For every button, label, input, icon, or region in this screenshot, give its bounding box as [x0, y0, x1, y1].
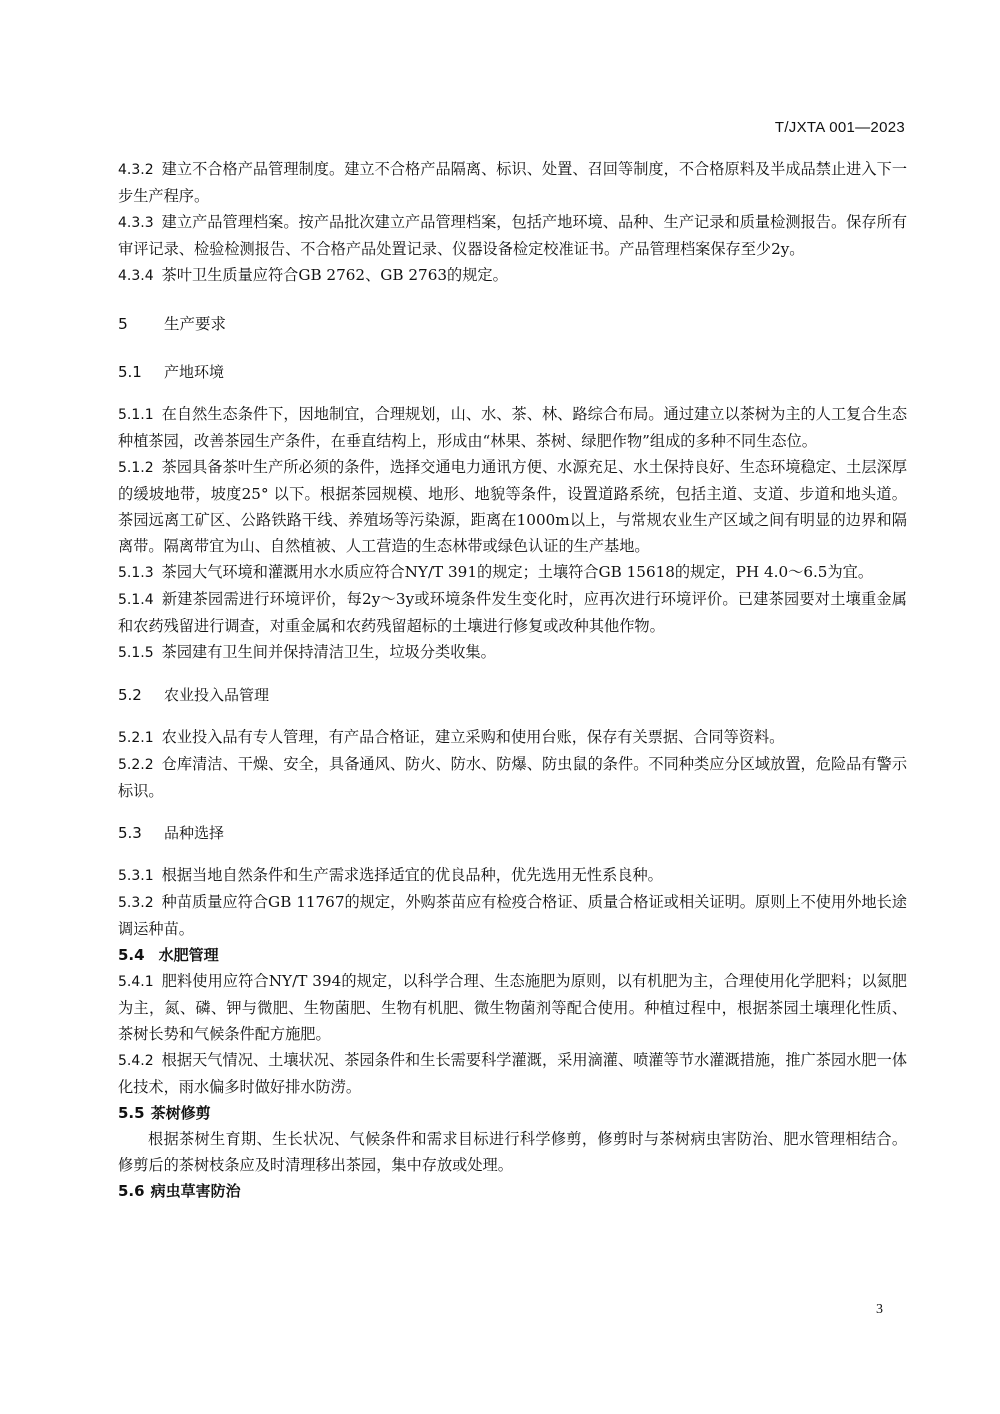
section-title: 产地环境 [164, 363, 225, 381]
clause-5-1-2 [118, 454, 907, 559]
clause-number: 5.1.5 [118, 645, 154, 661]
clause-5-1-5 [118, 639, 907, 666]
clause-4-3-3 [118, 209, 907, 262]
clause-text: 仓库清洁、干燥、安全，具备通风、防火、防水、防爆、防虫鼠的条件。不同种类应分区域放置，危险品有警示标识。 [118, 755, 907, 800]
clause-text: 根据天气情况、土壤状况、茶园条件和生长需要科学灌溉，采用滴灌、喷灌等节水灌溉措施，推广茶园水肥一体化技术，雨水偏多时做好排水防涝。 [118, 1051, 907, 1096]
clause-5-4-1 [118, 968, 907, 1047]
section-number: 5.3 [118, 824, 142, 842]
clause-5-3-2 [118, 889, 907, 942]
section-heading-5-2 [118, 682, 907, 708]
clause-text: 建立不合格产品管理制度。建立不合格产品隔离、标识、处置、召回等制度，不合格原料及半成品禁止进入下一步生产程序。 [118, 160, 907, 205]
clause-text: 建立产品管理档案。按产品批次建立产品管理档案，包括产地环境、品种、生产记录和质量检测报告。保存所有审评记录、检验检测报告、不合格产品处置记录、仪器设备检定校准证书。产品管理档案保存至少2y。 [118, 213, 907, 258]
clause-text: 种苗质量应符合GB 11767的规定，外购茶苗应有检疫合格证、质量合格证或相关证明。原则上不使用外地长途调运种苗。 [118, 893, 907, 938]
clause-number: 5.1.3 [118, 565, 154, 581]
clause-4-3-2 [118, 156, 907, 209]
clause-5-4-2 [118, 1047, 907, 1100]
section-number: 5.2 [118, 686, 142, 704]
clause-number: 5.2.1 [118, 730, 154, 746]
section-title: 农业投入品管理 [164, 686, 270, 704]
clause-5-1-3 [118, 559, 907, 586]
clause-number: 5.3.1 [118, 868, 154, 884]
clause-text: 新建茶园需进行环境评价，每2y～3y或环境条件发生变化时，应再次进行环境评价。已建茶园要对土壤重金属和农药残留进行调查，对重金属和农药残留超标的土壤进行修复或改种其他作物。 [118, 590, 907, 635]
section-number: 5.4 [118, 946, 145, 964]
clause-text: 茶园大气环境和灌溉用水水质应符合NY/T 391的规定；土壤符合GB 15618的规定，PH 4.0～6.5为宜。 [161, 563, 874, 581]
clause-text: 在自然生态条件下，因地制宜，合理规划，山、水、茶、林、路综合布局。通过建立以茶树为主的人工复合生态种植茶园，改善茶园生产条件，在垂直结构上，形成由“林果、茶树、绿肥作物”组成的多种不同生态位。 [118, 405, 907, 450]
section-number: 5.6 [118, 1182, 145, 1200]
chapter-number: 5 [118, 315, 128, 333]
clause-text: 茶叶卫生质量应符合GB 2762、GB 2763的规定。 [161, 266, 508, 284]
clause-number: 5.3.2 [118, 895, 154, 911]
section-title: 茶树修剪 [150, 1104, 211, 1122]
document-code: T/JXTA 001—2023 [774, 119, 905, 136]
section-heading-5-5 [118, 1100, 907, 1126]
clause-number: 5.4.1 [118, 974, 154, 990]
section-title: 品种选择 [164, 824, 225, 842]
clause-5-1-4 [118, 586, 907, 639]
chapter-heading-5 [118, 311, 907, 337]
clause-number: 4.3.3 [118, 215, 154, 231]
page-number: 3 [876, 1302, 883, 1317]
section-title: 病虫草害防治 [150, 1182, 241, 1200]
clause-number: 5.1.2 [118, 460, 154, 476]
chapter-title: 生产要求 [164, 315, 227, 333]
clause-5-2-2 [118, 751, 907, 804]
clause-5-3-1 [118, 862, 907, 889]
clause-text: 茶园建有卫生间并保持清洁卫生，垃圾分类收集。 [161, 643, 496, 661]
section-heading-5-3 [118, 820, 907, 846]
clause-number: 5.4.2 [118, 1053, 154, 1069]
clause-number: 4.3.4 [118, 268, 154, 284]
section-heading-5-6 [118, 1178, 907, 1204]
section-5-5-body: 根据茶树生育期、生长状况、气候条件和需求目标进行科学修剪，修剪时与茶树病虫害防治、肥水管理相结合。修剪后的茶树枝条应及时清理移出茶园，集中存放或处理。 [118, 1130, 907, 1174]
clause-5-2-1 [118, 724, 907, 751]
clause-number: 5.1.1 [118, 407, 154, 423]
section-number: 5.1 [118, 363, 142, 381]
clause-text: 肥料使用应符合NY/T 394的规定，以科学合理、生态施肥为原则，以有机肥为主，合理使用化学肥料；以氮肥为主，氮、磷、钾与微肥、生物菌肥、生物有机肥、微生物菌剂等配合使用。种植过程中，根据茶园土壤理化性质、茶树长势和气候条件配方施肥。 [118, 972, 907, 1043]
clause-number: 5.2.2 [118, 757, 154, 773]
section-number: 5.5 [118, 1104, 145, 1122]
clause-text: 茶园具备茶叶生产所必须的条件，选择交通电力通讯方便、水源充足、水土保持良好、生态环境稳定、土层深厚的缓坡地带，坡度25° 以下。根据茶园规模、地形、地貌等条件，设置道路系统，包括主道、支道、步道和地头道。茶园远离工矿区、公路铁路干线、养殖场等污染源，距离在1000m以上，与常规农业生产区域之间有明显的边界和隔离带。隔离带宜为山、自然植被、人工营造的生态林带或绿色认证的生产基地。 [118, 458, 907, 555]
clause-number: 5.1.4 [118, 592, 154, 608]
clause-4-3-4 [118, 262, 907, 289]
clause-text: 根据当地自然条件和生产需求选择适宜的优良品种，优先选用无性系良种。 [161, 866, 663, 884]
clause-number: 4.3.2 [118, 162, 154, 178]
section-heading-5-4 [118, 942, 907, 968]
clause-text: 农业投入品有专人管理，有产品合格证，建立采购和使用台账，保存有关票据、合同等资料。 [161, 728, 785, 746]
clause-5-1-1 [118, 401, 907, 454]
section-heading-5-1 [118, 359, 907, 385]
section-title: 水肥管理 [158, 946, 219, 964]
document-body [118, 156, 907, 1204]
